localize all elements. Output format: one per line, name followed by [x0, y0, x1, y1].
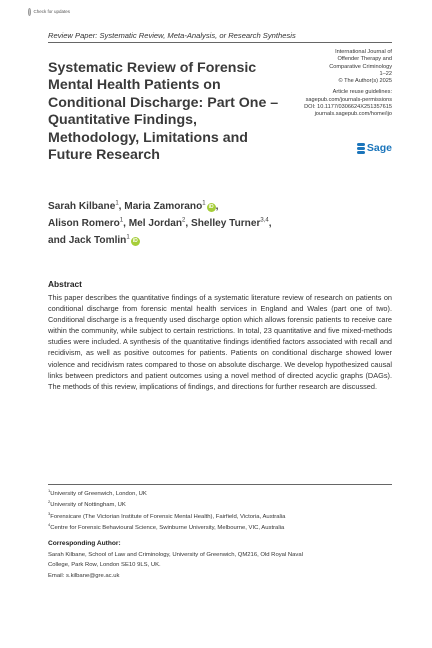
check-updates-icon — [28, 8, 31, 16]
publisher-logo — [357, 142, 392, 154]
reuse-link[interactable]: sagepub.com/journals-permissions — [305, 96, 392, 103]
author-affiliation-ref: 1 — [202, 200, 206, 207]
corresponding-author-heading: Corresponding Author: — [48, 540, 121, 547]
author-affiliation-ref: 1 — [119, 217, 124, 224]
author-name: Maria Zamorano — [124, 201, 203, 212]
author-name: Sarah Kilbane — [48, 201, 116, 212]
author-affiliation-ref: 2 — [182, 217, 186, 224]
affiliation-item: $^2$University of Nottingham, UK — [48, 499, 126, 509]
doi-link[interactable]: DOI: 10.1177/0306624X251357615 — [304, 104, 392, 111]
page-range: 1–22 — [379, 70, 392, 77]
affiliations-rule — [48, 484, 392, 485]
reuse-label: Article reuse guidelines: — [332, 89, 392, 96]
journal-homepage-link[interactable]: journals.sagepub.com/home/ijo — [314, 111, 392, 118]
affiliation-item: $^4$Centre for Forensic Behavioural Science, Swinburne University, Melbourne, VIC, Australia — [48, 522, 285, 532]
corresponding-address-line: College, Park Row, London SE10 9LS, UK. — [48, 562, 161, 569]
author-name: Shelley Turner — [191, 218, 261, 229]
affiliations-list — [48, 489, 392, 535]
author-affiliation-ref: 3,4 — [260, 217, 269, 224]
author-affiliation-ref: 1 — [126, 234, 130, 241]
corresponding-address-line: Sarah Kilbane, School of Law and Criminology, University of Greenwich, QM216, Old Royal Naval — [48, 552, 303, 558]
check-for-updates-badge[interactable] — [28, 6, 70, 17]
publisher-name: Sage — [366, 142, 392, 154]
orcid-icon[interactable]: iD — [132, 238, 138, 244]
abstract-heading: Abstract — [48, 279, 82, 289]
corresponding-author-details — [48, 550, 392, 581]
copyright-line: © The Author(s) 2025 — [338, 78, 392, 85]
corresponding-email[interactable]: Email: s.kilbane@gre.ac.uk — [48, 572, 120, 579]
header-rule — [48, 42, 392, 43]
author-name: Mel Jordan — [128, 218, 183, 229]
article-title: Systematic Review of Forensic Mental Health Patients on Conditional Discharge: Part One – Quantitative Findings, Methodology, Limitations and Future Research — [48, 60, 279, 164]
article-type-label: Review Paper: Systematic Review, Meta-Analysis, or Research Synthesis — [48, 31, 296, 40]
journal-name-line-3: Comparative Criminology — [329, 63, 392, 70]
author-name: Alison Romero — [48, 218, 120, 229]
sage-logo-icon — [357, 143, 365, 154]
check-updates-label: Check for updates — [33, 9, 70, 14]
journal-meta — [296, 49, 392, 119]
affiliation-item: $^1$University of Greenwich, London, UK — [48, 488, 147, 497]
affiliation-item: $^3$Forensicare (The Victorian Institute of Forensic Mental Health), Fairfield, Victoria, Australia — [48, 510, 286, 520]
author-list: Sarah Kilbane$^1$, Maria Zamorano$^1$iD , Alison Romero$^1$, Mel Jordan$^2$, Shelley Turner$^{3,4}$, and Jack Tomlin$^1$iD — [48, 200, 272, 246]
journal-name-line-1: International Journal of — [335, 49, 392, 55]
journal-name-line-2: Offender Therapy and — [337, 56, 392, 63]
orcid-icon[interactable]: iD — [208, 204, 214, 210]
author-affiliation-ref: 1 — [115, 200, 119, 207]
abstract-text: This paper describes the quantitative findings of a systematic literature review of research on patients on conditional discharge from forensic mental health services in England and Wales (part one of two). Conditional discharge is a frequently used discharge option which allows forensic patients to receive care within the community, while subject to certain restrictions. In total, 23 quantitative and five mixed-methods studies were included. A synthesis of the quantitative findings identified factors associated with recall and recidivism, as well as positive outcomes for patients. Patients on conditional discharge showed lower violence and recidivism rates compared to those on absolute discharge. We develop hypothesized causal links between predictors and patient outcomes using a novel method of directed acyclic graphs (DAGs). The methods of this review, implications of findings, and directions for further research are discussed. — [48, 293, 392, 391]
author-name: and Jack Tomlin — [48, 235, 127, 246]
